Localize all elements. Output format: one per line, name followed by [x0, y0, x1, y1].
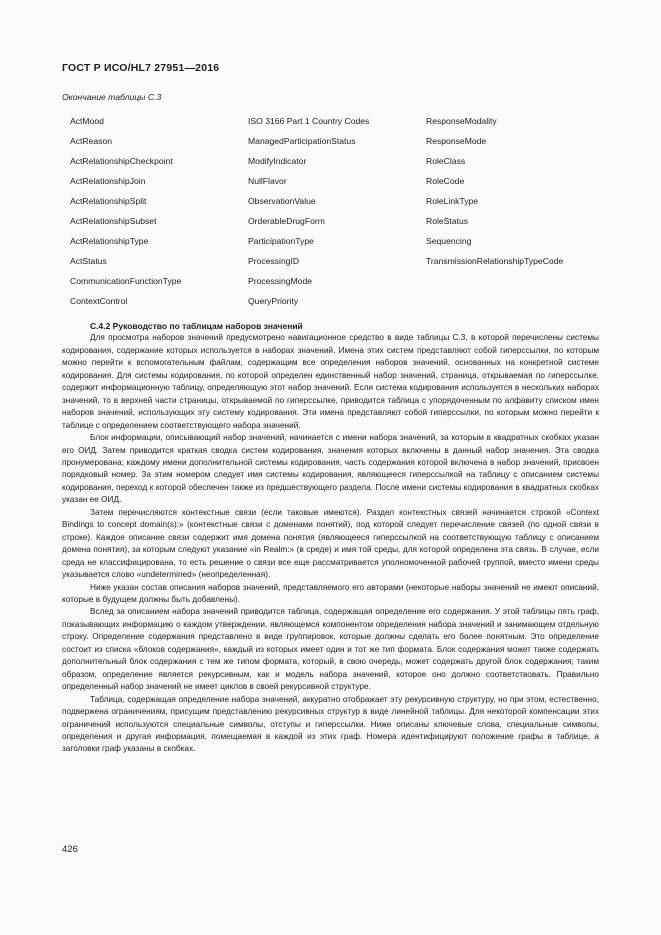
term-cell: ContextControl: [70, 296, 128, 306]
term-cell: QueryPriority: [248, 296, 299, 306]
term-cell: ActRelationshipType: [70, 236, 149, 246]
term-cell: CommunicationFunctionType: [70, 276, 182, 286]
term-cell: RoleCode: [426, 176, 465, 186]
paragraph: Для просмотра наборов значений предусмотрено навигационное средство в виде таблицы С.3, в которой перечислены системы кодирования, содержание которых используется в наборах значений. Имена этих систем представляют собой гиперссылки, по которым можно перейти к вспомогательным файлам, содержащим все определения наборов значений, основанных на конкретной системе кодирования. Для системы кодирования, по которой определен единственный набор значений, страница, открываемая по гиперссылке, содержит информационную таблицу, определяющую этот набор значений. Если система кодирования используется в нескольких наборах значений, то в верхней части страницы, открываемой по гиперссылке, приводится таблица с упорядоченным по алфавиту списком имен наборов значений, использующих эту систему кодирования. Эти имена представляют собой гиперссылки, по которым можно перейти к таблице с определением соответствующего набора значений.: [62, 333, 599, 430]
term-cell: ParticipationType: [248, 236, 314, 246]
paragraph: Затем перечисляются контекстные связи (если таковые имеются). Раздел контекстных связей начинается строкой «Context Bindings to concept domain(s):» (контекстные связи с доменами понятий), под которой следует перечисление связей (по одной связи в строке). Каждое описание связи содержит имя домена понятия (являющееся гиперссылкой на соответствующую таблицу с описанием домена понятия), за которым следуют указание «in Realm:» (в среде) и имя той среды, для которой определена эта связь. В случае, если среда не классифицирована, то есть решение о связи все еще рассматривается уполномоченной рабочей группой, вместо имени среды указывается слово «undetermined» (неопределенная).: [62, 507, 599, 580]
section-c-4-2: [62, 320, 599, 756]
term-cell: ActRelationshipCheckpoint: [70, 156, 173, 166]
term-cell: TransmissionRelationshipTypeCode: [426, 256, 564, 266]
standard-title: ГОСТ Р ИСО/HL7 27951—2016: [62, 62, 220, 74]
value-set-terms-table: [70, 116, 610, 316]
term-cell: ProcessingMode: [248, 276, 313, 286]
term-cell: ActRelationshipJoin: [70, 176, 146, 186]
term-cell: ManagedParticipationStatus: [248, 136, 356, 146]
term-cell: RoleLinkType: [426, 196, 479, 206]
page-number: 426: [62, 844, 78, 855]
term-cell: Sequencing: [426, 236, 472, 246]
term-cell: ObservationValue: [248, 196, 316, 206]
term-cell: ProcessingID: [248, 256, 300, 266]
term-cell: RoleClass: [426, 156, 466, 166]
term-cell: RoleStatus: [426, 216, 469, 226]
term-cell: ActRelationshipSubset: [70, 216, 157, 226]
term-cell: ActStatus: [70, 256, 107, 266]
term-cell: ActReason: [70, 136, 113, 146]
term-cell: ActMood: [70, 116, 104, 126]
paragraph: Таблица, содержащая определение набора значений, аккуратно отображает эту рекурсивную структуру, но при этом, естественно, подвержена ограничениям, присущим представлению рекурсивных структур в виде линейной таблицы. Для некоторой компенсации этих ограничений используются специальные символы, отступы и гиперссылки. Ниже описаны ключевые слова, специальные символы, определения и другая информация, помещаемая в каждой из этих граф. Номера идентифицируют положение графы в таблице, а заголовки граф указаны в скобках.: [62, 694, 599, 754]
term-cell: ISO 3166 Part 1 Country Codes: [248, 116, 370, 126]
paragraph: Ниже указан состав описания наборов значений, представляемого его авторами (некоторые наборы значений не имеют описаний, которые в будущем должны быть добавлены).: [62, 582, 599, 604]
term-cell: ResponseModality: [426, 116, 497, 126]
term-cell: OrderableDrugForm: [248, 216, 325, 226]
table-caption: Окончание таблицы С.3: [62, 92, 162, 102]
term-cell: ModifyIndicator: [248, 156, 307, 166]
paragraph: Вслед за описанием набора значений приводится таблица, содержащая определение его содержания. У этой таблицы пять граф, показывающих информацию о каждом утверждении, являющемся компонентом определения набора значений и занимающем отдельную строку. Определение содержания представлено в виде группировок, которые должны сделать его более понятным. Это определение состоит из списка «блоков содержания», каждый из которых имеет один и тот же тип формата. Блок содержания может также содержать дополнительный блок содержания с тем же типом формата, который, в свою очередь, может содержать другой блок содержания; таким образом, определение является рекурсивным, как и модель набора значений, которое оно должно соответствовать. Правильно определенный набор значений не имеет циклов в своей рекурсивной структуре.: [62, 607, 599, 692]
term-cell: ActRelationshipSplit: [70, 196, 147, 206]
section-heading: С.4.2 Руководство по таблицам наборов значений: [90, 321, 303, 331]
term-cell: [426, 296, 610, 316]
paragraph: Блок информации, описывающий набор значений, начинается с имени набора значений, за которым в квадратных скобках указан его ОИД. Затем приводится краткая сводка систем кодирования, значения которых включены в данный набор значения. Эта сводка пронумерована; каждому имени дополнительной системы кодирования, часть содержания которой включена в набор значений, присвоен порядковый номер. За этим номером следует имя системы кодирования, являющееся гиперссылкой на таблицу с описанием системы кодирования, переход к которой обеспечен также из предшествующего раздела. После имени системы кодирования в квадратных скобках указан ее ОИД.: [62, 433, 599, 505]
term-cell: ResponseMode: [426, 136, 487, 146]
term-cell: [426, 276, 610, 296]
term-cell: NullFlavor: [248, 176, 287, 186]
